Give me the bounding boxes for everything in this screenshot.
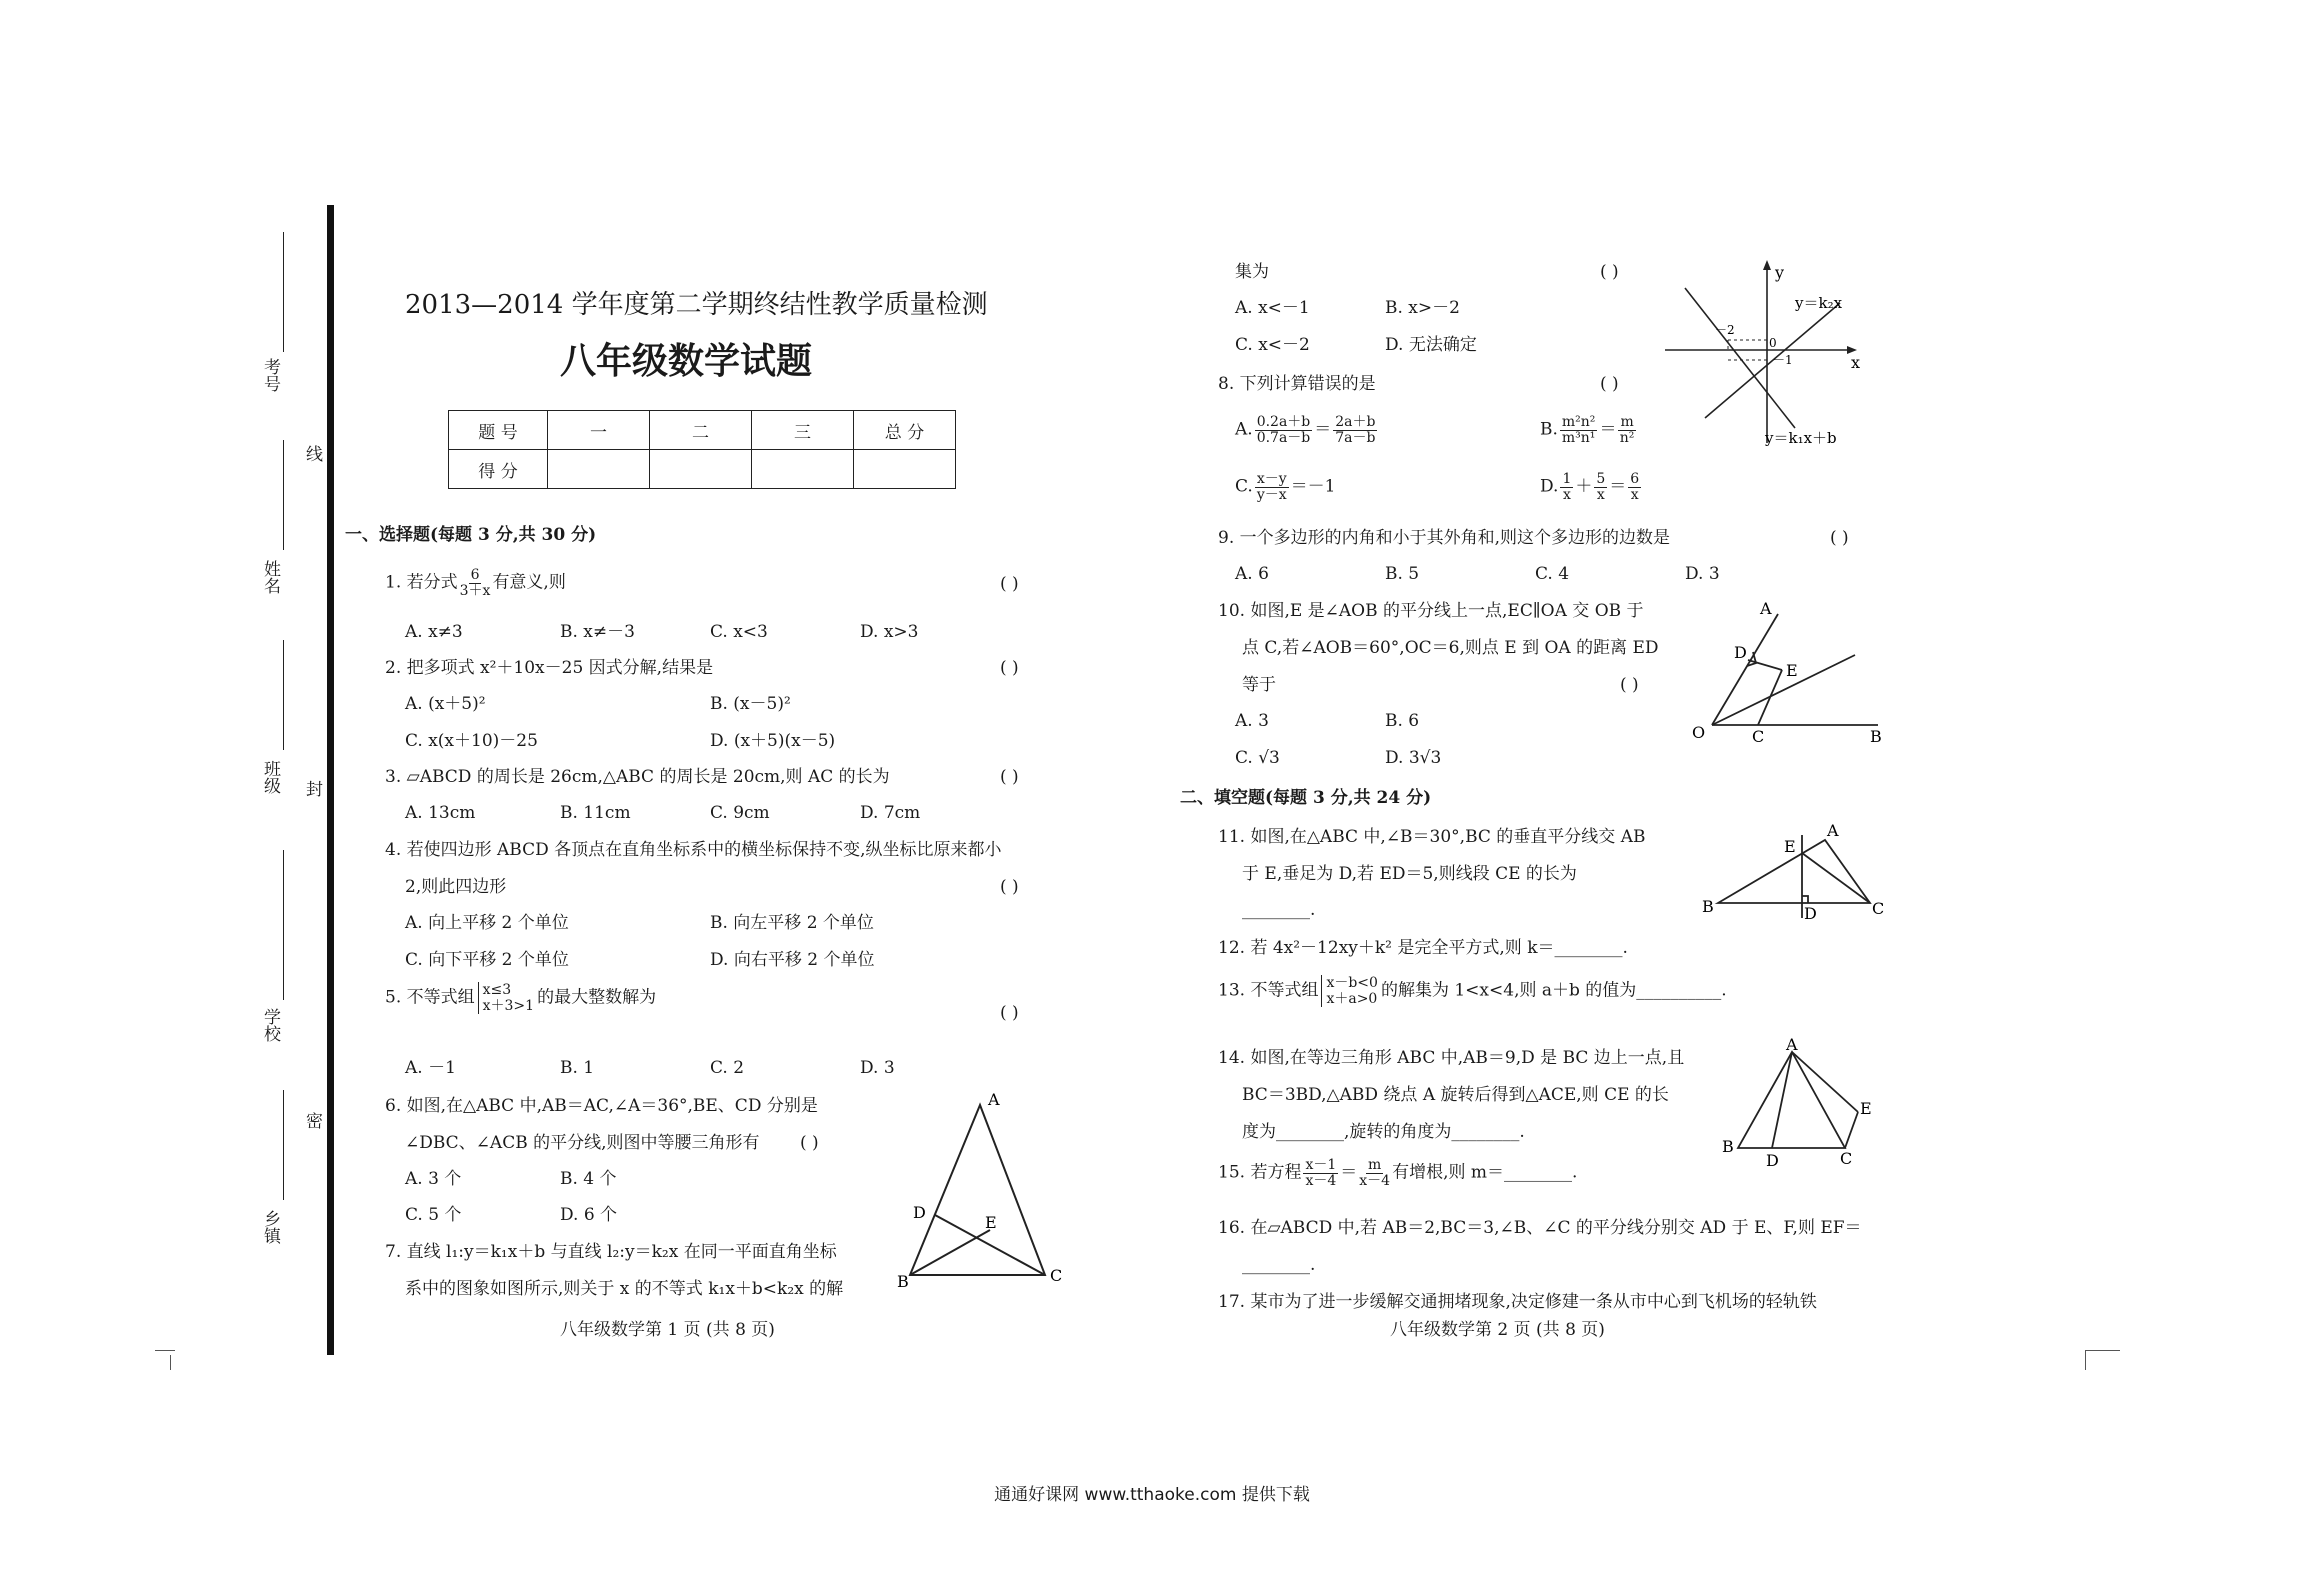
figure-q6-triangle — [895, 1085, 1075, 1290]
q10-stem-line1: 10. 如图,E 是∠AOB 的平分线上一点,EC∥OA 交 OB 于 — [1218, 601, 1644, 621]
section1-heading: 一、选择题(每题 3 分,共 30 分) — [345, 525, 597, 545]
q15-stem[interactable]: 15. 若方程 $\frac{x-1}{x-4}$ ＝ $\frac{m}{x-4}$ 有增根,则 m＝________. — [1218, 1157, 1578, 1189]
fig7-label-x: x — [1851, 353, 1861, 372]
q2-stem: 2. 把多项式 x²＋10x－25 因式分解,结果是 — [385, 658, 714, 678]
q8-option-c — [1235, 472, 1335, 502]
q8-a-num2: 2a＋b — [1335, 414, 1376, 430]
q4-answer-paren[interactable]: ( ) — [1000, 877, 1019, 897]
q3-stem: 3. ▱ABCD 的周长是 26cm,△ABC 的周长是 20cm,则 AC 的长为 — [385, 767, 890, 787]
q6-option-d: D. 6 个 — [560, 1205, 618, 1225]
q9-option-c: C. 4 — [1535, 564, 1570, 584]
q8-a-frac2 — [1333, 415, 1377, 445]
q7-option-b: B. x>－2 — [1385, 298, 1460, 318]
q5-stem-post: 的最大整数解为 — [537, 987, 657, 1008]
q8-d-frac1 — [1560, 472, 1573, 502]
q15-stem-post: 有增根,则 m＝________. — [1392, 1162, 1578, 1183]
score-header-cell: 二 — [650, 411, 752, 450]
q13-stem-post: 的解集为 1<x<4,则 a＋b 的值为__________. — [1380, 980, 1727, 1001]
q1-stem-post: 有意义,则 — [492, 572, 566, 593]
q8-option-d: D. $\frac{1}{x}$ ＋ $\frac{5}{x}$ ＝ $\frac{6}{x}$ — [1540, 471, 1640, 503]
q8-a-den1: 0.7a－b — [1256, 429, 1311, 446]
fig11-label-d: D — [1804, 904, 1817, 923]
exam-subtitle: 八年级数学试题 — [560, 340, 813, 382]
q9-option-a: A. 6 — [1235, 564, 1269, 584]
fig10-label-c: C — [1752, 727, 1765, 746]
q4-option-b: B. 向左平移 2 个单位 — [710, 913, 874, 933]
fig10-label-b: B — [1870, 727, 1882, 746]
q9-option-d: D. 3 — [1685, 564, 1720, 584]
q11-stem-line3[interactable]: ________. — [1242, 900, 1316, 920]
score-cell[interactable] — [752, 450, 854, 489]
fig10-label-a: A — [1760, 599, 1772, 618]
q8-b-den1: m³n¹ — [1561, 429, 1596, 446]
q10-option-d: D. 3√3 — [1385, 748, 1442, 768]
q15-den1: x－4 — [1305, 1172, 1337, 1189]
q1-stem — [385, 568, 566, 598]
figure-q10-angle — [1690, 600, 1890, 745]
fig10-label-d: D — [1734, 643, 1747, 662]
q17-stem: 17. 某市为了进一步缓解交通拥堵现象,决定修建一条从市中心到飞机场的轻轨铁 — [1218, 1292, 1817, 1312]
fig11-label-b: B — [1702, 897, 1714, 916]
fig10-label-e: E — [1786, 661, 1798, 680]
q3-answer-paren[interactable]: ( ) — [1000, 767, 1019, 787]
fig7-label-l2: y＝k₂x — [1795, 294, 1843, 312]
q8-c-label: C. — [1235, 476, 1253, 497]
q5-option-a: A. －1 — [405, 1058, 456, 1078]
q1-frac-den: 3＋x — [459, 582, 491, 599]
q8-answer-paren[interactable]: ( ) — [1600, 374, 1619, 394]
q15-frac1 — [1303, 1158, 1338, 1188]
q5-option-d: D. 3 — [860, 1058, 895, 1078]
exam-title: 2013—2014 学年度第二学期终结性教学质量检测 — [405, 290, 988, 320]
q8-a-num1: 0.2a＋b — [1256, 414, 1311, 430]
figure-q14-triangle — [1720, 1035, 1872, 1170]
q7-option-d: D. 无法确定 — [1385, 335, 1477, 355]
score-header-cell: 总 分 — [854, 411, 956, 450]
page2-footer: 八年级数学第 2 页 (共 8 页) — [1390, 1320, 1605, 1340]
q14-stem-line3[interactable]: 度为________,旋转的角度为________. — [1242, 1122, 1525, 1142]
q1-option-c: C. x<3 — [710, 622, 768, 642]
q14-stem-line1: 14. 如图,在等边三角形 ABC 中,AB＝9,D 是 BC 边上一点,且 — [1218, 1048, 1685, 1068]
q15-num2: m — [1368, 1157, 1382, 1173]
q15-den2: x－4 — [1359, 1172, 1391, 1189]
fig6-label-d: D — [913, 1203, 926, 1222]
q6-option-a: A. 3 个 — [405, 1169, 462, 1189]
q8-stem: 8. 下列计算错误的是 — [1218, 374, 1376, 394]
q8-b-frac1 — [1560, 415, 1598, 445]
figure-q7-graph — [1665, 258, 1865, 448]
q4-stem-line1: 4. 若使四边形 ABCD 各顶点在直角坐标系中的横坐标保持不变,纵坐标比原来都小 — [385, 840, 1002, 860]
q5-ineq1: x≤3 — [482, 982, 512, 998]
fig6-label-e: E — [985, 1213, 997, 1232]
score-row-label: 得 分 — [449, 450, 548, 489]
q7-answer-paren[interactable]: ( ) — [1600, 262, 1619, 282]
q10-stem-line3: 等于 — [1242, 675, 1276, 695]
q4-stem-line2: 2,则此四边形 — [405, 877, 507, 897]
fig7-label-l1: y＝k₁x＋b — [1765, 429, 1837, 447]
q5-stem-pre: 5. 不等式组 — [385, 987, 475, 1008]
q1-fraction — [460, 568, 491, 598]
q8-a-den2: 7a－b — [1335, 429, 1376, 446]
q6-option-b: B. 4 个 — [560, 1169, 617, 1189]
q8-c-num: x－y — [1256, 471, 1287, 487]
fig6-label-a: A — [988, 1090, 1000, 1109]
q16-stem-line2[interactable]: ________. — [1242, 1255, 1316, 1275]
fig7-label-m1: －1 — [1773, 353, 1793, 367]
q8-d-den3: x — [1630, 486, 1639, 503]
q9-stem: 9. 一个多边形的内角和小于其外角和,则这个多边形的边数是 — [1218, 528, 1671, 548]
q13-ineq2: x＋a>0 — [1326, 991, 1378, 1008]
q12-stem[interactable]: 12. 若 4x²－12xy＋k² 是完全平方式,则 k＝________. — [1218, 938, 1628, 958]
q10-option-b: B. 6 — [1385, 711, 1420, 731]
margin-xuexiao-line — [283, 850, 284, 1000]
margin-xuexiao: 学校 — [260, 1008, 280, 1042]
q8-option-b: B. $\frac{\text{m²n²}}{\text{m³n¹}}$ ＝ $\frac{m}{\text{n²}}$ — [1540, 414, 1635, 446]
q8-b-num2: m — [1620, 414, 1634, 430]
page1-footer: 八年级数学第 1 页 (共 8 页) — [560, 1320, 775, 1340]
q7-stem-line2: 系中的图象如图所示,则关于 x 的不等式 k₁x＋b<k₂x 的解 — [405, 1279, 844, 1299]
score-cell[interactable] — [548, 450, 650, 489]
margin-kaohao-line — [283, 232, 284, 352]
score-header-cell: 三 — [752, 411, 854, 450]
fig14-label-d: D — [1766, 1151, 1779, 1170]
score-table — [448, 410, 956, 489]
q8-d-num1: 1 — [1562, 471, 1572, 487]
q1-option-b: B. x≠－3 — [560, 622, 635, 642]
q6-answer-paren[interactable]: ( ) — [800, 1133, 819, 1153]
q11-stem-line2: 于 E,垂足为 D,若 ED＝5,则线段 CE 的长为 — [1242, 864, 1577, 884]
q8-d-den2: x — [1596, 486, 1605, 503]
q8-option-a: A. $\frac{0.2a+b}{0.7a-b}$ ＝ $\frac{2a+b}{7a-b}$ — [1235, 414, 1376, 446]
q7-stem-line1: 7. 直线 l₁:y＝k₁x＋b 与直线 l₂:y＝k₂x 在同一平面直角坐标 — [385, 1242, 837, 1262]
fig6-label-c: C — [1050, 1266, 1063, 1285]
q8-d-label: D. — [1540, 476, 1559, 497]
q6-option-c: C. 5 个 — [405, 1205, 462, 1225]
figure-q11-triangle — [1700, 820, 1885, 925]
q1-frac-num: 6 — [470, 567, 480, 583]
q8-b-frac2 — [1618, 415, 1635, 445]
q8-d-frac3 — [1628, 472, 1641, 502]
q2-answer-paren[interactable]: ( ) — [1000, 658, 1019, 678]
margin-xiangzhen: 乡镇 — [260, 1210, 280, 1244]
crop-mark-left-tick — [170, 1355, 171, 1370]
binding-rule — [327, 205, 334, 1355]
q2-option-d: D. (x＋5)(x－5) — [710, 731, 836, 751]
q5-option-b: B. 1 — [560, 1058, 595, 1078]
crop-mark-left — [155, 1350, 175, 1351]
q10-answer-paren[interactable]: ( ) — [1620, 675, 1639, 695]
q5-stem — [385, 982, 656, 1014]
q4-option-a: A. 向上平移 2 个单位 — [405, 913, 569, 933]
q5-option-c: C. 2 — [710, 1058, 745, 1078]
margin-banji-line — [283, 640, 284, 750]
q16-stem-line1: 16. 在▱ABCD 中,若 AB＝2,BC＝3,∠B、∠C 的平分线分别交 AD 于 E、F,则 EF＝ — [1218, 1218, 1862, 1238]
fig11-label-a: A — [1827, 821, 1839, 840]
margin-xingming-line — [283, 440, 284, 550]
q1-answer-paren[interactable]: ( ) — [1000, 574, 1019, 594]
q13-system — [1321, 975, 1378, 1007]
q6-stem-line2: ∠DBC、∠ACB 的平分线,则图中等腰三角形有 — [405, 1133, 760, 1153]
q6-stem-line1: 6. 如图,在△ABC 中,AB＝AC,∠A＝36°,BE、CD 分别是 — [385, 1096, 818, 1116]
q13-stem[interactable] — [1218, 975, 1727, 1007]
q15-num1: x－1 — [1305, 1157, 1337, 1173]
q10-option-c: C. √3 — [1235, 748, 1280, 768]
q8-b-label: B. — [1540, 419, 1558, 440]
q8-c-post: ＝－1 — [1290, 476, 1336, 497]
q5-system — [478, 982, 534, 1014]
fig14-label-b: B — [1722, 1137, 1734, 1156]
q2-option-b: B. (x－5)² — [710, 694, 791, 714]
q15-frac2 — [1359, 1158, 1390, 1188]
q1-stem-pre: 1. 若分式 — [385, 572, 458, 593]
q9-option-b: B. 5 — [1385, 564, 1420, 584]
q13-ineq1: x－b<0 — [1326, 975, 1378, 991]
q2-option-c: C. x(x＋10)－25 — [405, 731, 538, 751]
q8-d-num3: 6 — [1630, 471, 1640, 487]
fig7-label-m2: －2 — [1715, 323, 1735, 337]
q4-option-d: D. 向右平移 2 个单位 — [710, 950, 875, 970]
score-cell[interactable] — [854, 450, 956, 489]
q3-option-d: D. 7cm — [860, 803, 921, 823]
q7-stem-cont: 集为 — [1235, 262, 1269, 282]
q13-stem-pre: 13. 不等式组 — [1218, 980, 1319, 1001]
margin-mi: 密 — [302, 1112, 322, 1129]
fig14-label-e: E — [1860, 1099, 1872, 1118]
fig7-y-arrow — [1763, 260, 1771, 270]
q5-ineq2: x＋3>1 — [482, 998, 535, 1015]
q7-option-a: A. x<－1 — [1235, 298, 1310, 318]
fig10-label-o: O — [1692, 723, 1706, 742]
q8-b-num1: m²n² — [1561, 414, 1596, 430]
margin-xiangzhen-line — [283, 1090, 284, 1200]
fig7-label-o: 0 — [1769, 336, 1777, 350]
q1-option-a: A. x≠3 — [405, 622, 463, 642]
margin-kaohao: 考号 — [260, 358, 280, 392]
q4-option-c: C. 向下平移 2 个单位 — [405, 950, 569, 970]
q5-answer-paren[interactable]: ( ) — [1000, 1003, 1019, 1023]
fig11-label-c: C — [1872, 899, 1885, 918]
q3-option-c: C. 9cm — [710, 803, 770, 823]
fig6-label-b: B — [897, 1272, 909, 1291]
q8-a-label: A. — [1235, 419, 1253, 440]
fig14-label-c: C — [1840, 1149, 1853, 1168]
q15-stem-pre: 15. 若方程 — [1218, 1162, 1302, 1183]
q9-answer-paren[interactable]: ( ) — [1830, 528, 1849, 548]
q8-b-den2: n² — [1619, 429, 1635, 446]
score-cell[interactable] — [650, 450, 752, 489]
fig7-label-y: y — [1775, 263, 1785, 282]
q8-d-den1: x — [1562, 486, 1571, 503]
q10-option-a: A. 3 — [1235, 711, 1269, 731]
q3-option-b: B. 11cm — [560, 803, 631, 823]
q8-d-num2: 5 — [1596, 471, 1606, 487]
section2-heading: 二、填空题(每题 3 分,共 24 分) — [1180, 788, 1432, 808]
site-footer: 通通好课网 www.tthaoke.com 提供下载 — [994, 1485, 1310, 1505]
crop-mark-right — [2085, 1350, 2120, 1351]
q8-d-frac2 — [1594, 472, 1607, 502]
q2-option-a: A. (x＋5)² — [405, 694, 486, 714]
q8-c-frac — [1255, 472, 1289, 502]
margin-feng: 封 — [302, 780, 322, 797]
q1-option-d: D. x>3 — [860, 622, 919, 642]
q10-stem-line2: 点 C,若∠AOB＝60°,OC＝6,则点 E 到 OA 的距离 ED — [1242, 638, 1659, 658]
score-header-cell: 题 号 — [449, 411, 548, 450]
crop-mark-right-tick — [2085, 1350, 2086, 1370]
q8-a-frac1 — [1255, 415, 1313, 445]
fig14-label-a: A — [1786, 1035, 1798, 1054]
q11-stem-line1: 11. 如图,在△ABC 中,∠B＝30°,BC 的垂直平分线交 AB — [1218, 827, 1646, 847]
margin-xian: 线 — [302, 445, 322, 462]
q3-option-a: A. 13cm — [405, 803, 476, 823]
q8-c-den: y－x — [1256, 486, 1287, 503]
margin-xingming: 姓名 — [260, 560, 280, 594]
score-header-cell: 一 — [548, 411, 650, 450]
margin-banji: 班级 — [260, 760, 280, 794]
fig11-label-e: E — [1784, 837, 1796, 856]
q14-stem-line2: BC＝3BD,△ABD 绕点 A 旋转后得到△ACE,则 CE 的长 — [1242, 1085, 1669, 1105]
q7-option-c: C. x<－2 — [1235, 335, 1310, 355]
